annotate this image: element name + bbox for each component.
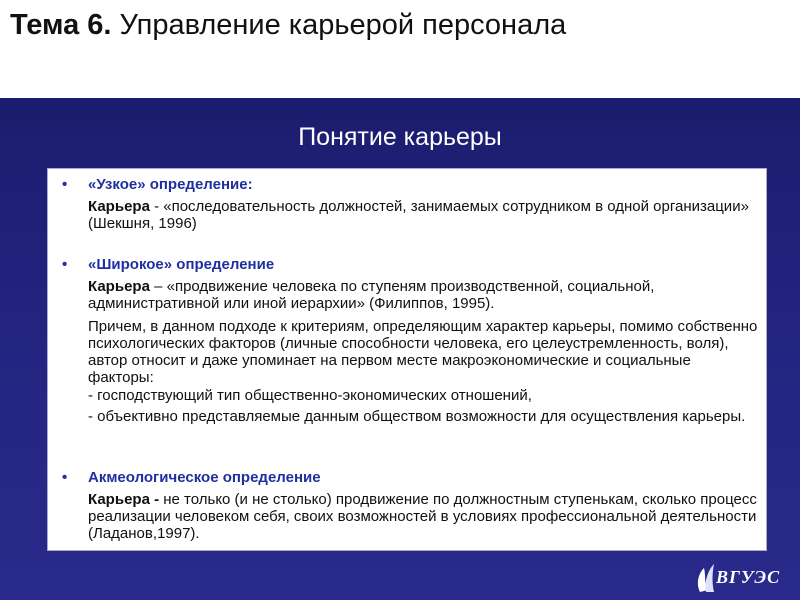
- slide-header: [0, 0, 800, 98]
- term-label: Карьера: [88, 198, 150, 215]
- list-item: [88, 408, 758, 425]
- explanation-text: Причем, в данном подходе к критериям, определяющим характер карьеры, помимо собственно психологических факторов (личные способности человека, его целеустремленность, воля), автор относит и даже упоминает на первом месте макроэкономические и социальные факторы:: [88, 318, 758, 386]
- logo-text: ВГУЭС: [716, 567, 781, 587]
- topic-number: Тема 6.: [10, 9, 112, 41]
- definition-paragraph: [88, 491, 758, 542]
- heading-text: «Узкое» определение:: [88, 176, 253, 193]
- definition-paragraph: [88, 278, 758, 312]
- definition-text: не только (и не столько) продвижение по должностным ступенькам, сколько процесс реализации человеком себя, своих возможностей в условиях профессиональной деятельности (Ладанов,1997).: [88, 491, 757, 542]
- list-item-text: - объективно представляемые данным обществом возможности для осуществления карьеры.: [88, 408, 746, 425]
- bullet-icon: •: [62, 469, 68, 486]
- bullet-icon: •: [62, 176, 68, 193]
- explanation-paragraph: [88, 318, 758, 386]
- heading-text: «Широкое» определение: [88, 256, 275, 273]
- section-heading-acmeological: [62, 469, 321, 486]
- term-label: Карьера: [88, 278, 150, 295]
- term-label: Карьера -: [88, 491, 160, 508]
- section-heading-broad: [62, 256, 274, 273]
- heading-text: Акмеологическое определение: [88, 469, 321, 486]
- bullet-icon: •: [62, 256, 68, 273]
- panel-title: Понятие карьеры: [298, 123, 502, 151]
- section-heading-narrow: [62, 176, 253, 193]
- slide-title: [10, 9, 566, 42]
- list-item: [88, 387, 758, 404]
- definition-paragraph: [88, 198, 758, 232]
- definition-text: – «продвижение человека по ступеням производственной, социальной, административной или иной иерархии» (Филиппов, 1995).: [88, 278, 655, 312]
- topic-title: Управление карьерой персонала: [119, 9, 567, 41]
- definition-text: - «последовательность должностей, занимаемых сотрудником в одной организации» (Шекшня, 1996): [88, 198, 749, 232]
- list-item-text: - господствующий тип общественно-экономических отношений,: [88, 387, 532, 404]
- definitions-box: [47, 168, 767, 551]
